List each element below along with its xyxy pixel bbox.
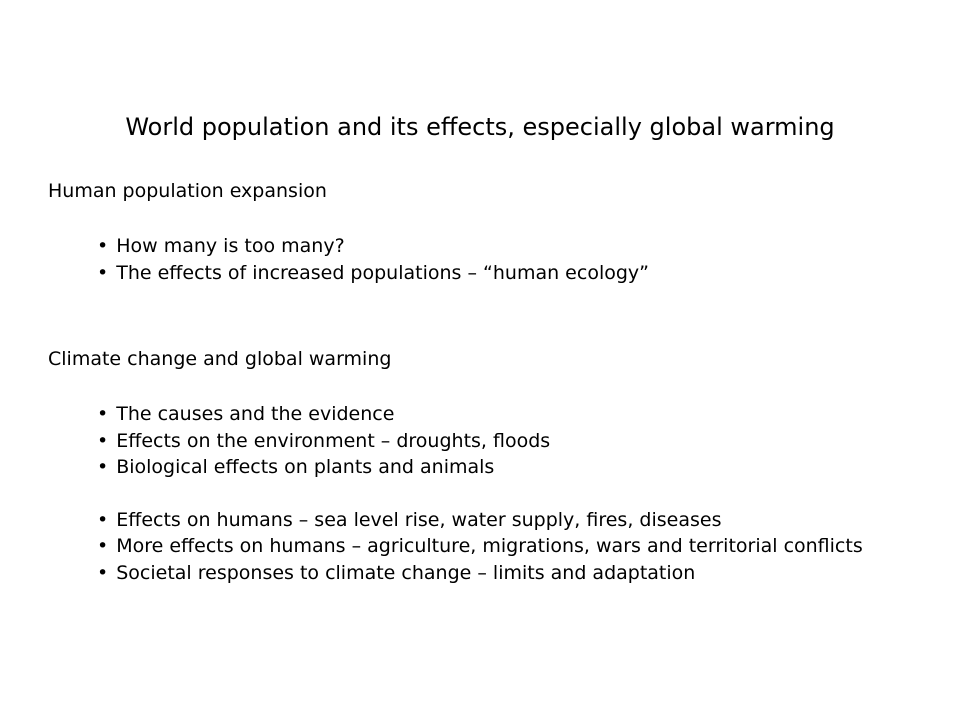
list-item — [97, 401, 912, 428]
list-item-text: Effects on the environment – droughts, floods — [116, 429, 551, 452]
section-heading-climate: Climate change and global warming — [48, 348, 392, 370]
list-item-text: Societal responses to climate change – limits and adaptation — [116, 561, 696, 584]
list-item — [97, 233, 912, 260]
slide-title: World population and its effects, especially global warming — [125, 113, 835, 141]
list-item — [97, 454, 912, 481]
bullet-icon: • — [97, 561, 109, 584]
population-bullet-list — [97, 233, 912, 286]
list-item-text: The effects of increased populations – “human ecology” — [116, 261, 649, 284]
bullet-icon: • — [97, 508, 109, 531]
list-item — [97, 428, 912, 455]
list-item-text: Effects on humans – sea level rise, water supply, fires, diseases — [116, 508, 722, 531]
list-item — [97, 507, 912, 534]
list-item-text: The causes and the evidence — [116, 403, 395, 425]
list-item — [97, 560, 912, 587]
section-heading-population: Human population expansion — [48, 180, 327, 202]
bullet-icon: • — [97, 261, 109, 284]
bullet-icon: • — [97, 535, 109, 557]
list-item — [97, 260, 912, 287]
bullet-icon: • — [97, 235, 109, 257]
list-item-text: More effects on humans – agriculture, migrations, wars and territorial conflicts — [116, 535, 863, 557]
list-item-text: Biological effects on plants and animals — [116, 456, 495, 478]
list-item-text: How many is too many? — [116, 235, 345, 257]
bullet-icon: • — [97, 456, 109, 478]
bullet-icon: • — [97, 403, 109, 425]
list-item — [97, 533, 912, 560]
climate-bullet-list — [97, 401, 912, 586]
bullet-icon: • — [97, 429, 109, 452]
